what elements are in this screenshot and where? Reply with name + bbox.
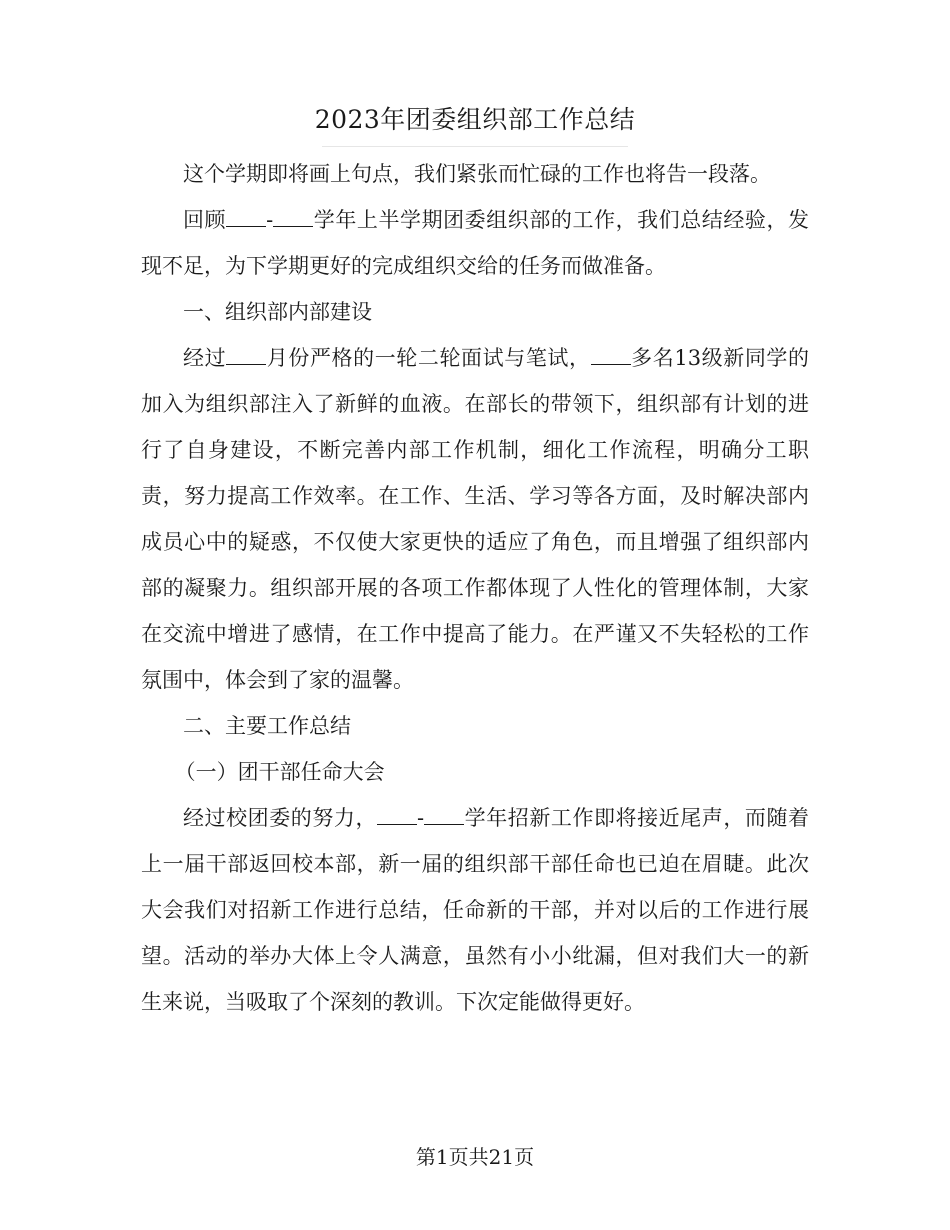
appointment-text-1: 经过校团委的努力， xyxy=(183,806,377,830)
paragraph-review xyxy=(141,197,809,289)
heading-text: 一、组织部内部建设 xyxy=(183,300,372,324)
blank-month xyxy=(226,344,266,365)
internal-text-3: 多名13级新同学的加入为组织部注入了新鲜的血液。在部长的带领下，组织部有计划的进行了自身建设，不断完善内部工作机制，细化工作流程，明确分工职责，努力提高工作效率。在工作、生活、学习等各方面，及时解决部内成员心中的疑惑，不仅使大家更快的适应了角色，而且增强了组织部内部的凝聚力。组织部开展的各项工作都体现了人性化的管理体制，大家在交流中增进了感情，在工作中提高了能力。在严谨又不失轻松的工作氛围中，体会到了家的温馨。 xyxy=(141,346,810,692)
internal-text-2: 月份严格的一轮二轮面试与笔试， xyxy=(266,346,591,370)
internal-text-1: 经过 xyxy=(183,346,227,370)
subsection-heading-appointment xyxy=(141,749,809,795)
blank-year-start-2 xyxy=(377,804,417,825)
document-title: 2023年团委组织部工作总结 xyxy=(314,105,636,134)
paragraph-internal xyxy=(141,335,809,703)
title-underline xyxy=(322,146,628,147)
blank-year-start xyxy=(226,206,266,227)
review-text-2: 学年上半学期团委组织部的工作，我们总结经验，发现不足，为下学期更好的完成组织交给的任务而做准备。 xyxy=(141,208,810,278)
appointment-dash: - xyxy=(417,806,425,830)
heading-text: 二、主要工作总结 xyxy=(183,714,351,738)
review-dash: - xyxy=(266,208,274,232)
blank-year-end-2 xyxy=(424,804,464,825)
blank-year-end xyxy=(273,206,313,227)
review-text-1: 回顾 xyxy=(183,208,227,232)
page-number: 第1页共21页 xyxy=(415,1145,535,1169)
subheading-text: （一）团干部任命大会 xyxy=(174,760,385,784)
document-body xyxy=(141,151,809,1025)
section-heading-internal xyxy=(141,289,809,335)
paragraph-appointment xyxy=(141,795,809,1025)
appointment-text-2: 学年招新工作即将接近尾声，而随着上一届干部返回校本部，新一届的组织部干部任命也已迫在眉睫。此次大会我们对招新工作进行总结，任命新的干部，并对以后的工作进行展望。活动的举办大体上令人满意，虽然有小小纰漏，但对我们大一的新生来说，当吸取了个深刻的教训。下次定能做得更好。 xyxy=(141,806,809,1014)
section-heading-main-work xyxy=(141,703,809,749)
blank-count xyxy=(591,344,631,365)
paragraph-intro xyxy=(141,151,809,197)
intro-text: 这个学期即将画上句点，我们紧张而忙碌的工作也将告一段落。 xyxy=(183,162,771,186)
